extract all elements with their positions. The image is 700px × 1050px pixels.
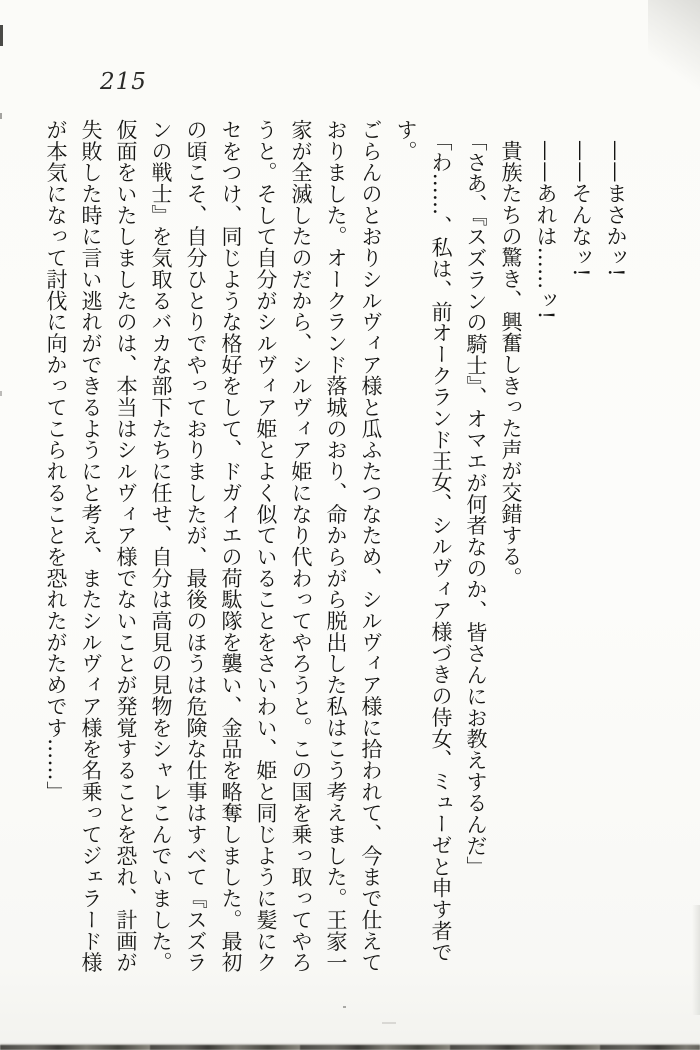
page-number: 215 [100, 69, 147, 95]
text-line: ンの戦士』を気取るバカな部下たちに任せ、自分は高見の見物をシャレこんでいました。 [149, 119, 173, 973]
scan-speck [0, 113, 2, 119]
scan-speck [382, 1022, 396, 1024]
text-line: ——あれは……ッ! [534, 140, 558, 320]
text-line: ——まさかッ! [604, 140, 628, 278]
scan-bottom-edge [0, 1045, 700, 1050]
text-line: が本気になって討伐に向かってこられることを恐れたがためです……」 [44, 119, 68, 803]
text-line: 失敗した時に言い逃れができるようにと考え、またシルヴィア様を名乗ってジェラード様 [79, 119, 103, 973]
scan-speck [0, 391, 2, 396]
vertical-text-block [38, 119, 633, 1003]
text-line: ——そんなッ! [569, 140, 593, 278]
text-line: 貴族たちの驚き、興奮しきった声が交錯する。 [499, 140, 523, 589]
text-line: うと。そして自分がシルヴィア姫とよく似ていることをさいわい、姫と同じように髪にク [254, 119, 278, 973]
text-line: 「さあ、『スズランの騎士』、オマエが何者なのか、皆さんにお教えするんだ」 [464, 129, 488, 878]
text-line: 仮面をいたしましたのは、本当はシルヴィア様でないことが発覚することを恐れ、計画が [114, 119, 138, 973]
text-line: 「わ……、私は、前オークランド王女、シルヴィア様づきの侍女、ミューゼと申す者です。 [394, 119, 453, 963]
text-line: セをつけ、同じような格好をして、ドガイエの荷駄隊を襲い、金品を略奪しました。最初 [219, 119, 243, 973]
scan-corner-smudge [648, 0, 700, 96]
scan-speck [343, 1006, 346, 1008]
text-line: おりました。オークランド落城のおり、命からがら脱出した私はこう考えました。王家一 [324, 119, 348, 973]
scan-speck [0, 25, 3, 46]
scan-edge-smudge [692, 905, 700, 1015]
text-line: 家が全滅したのだから、シルヴィア姫になり代わってやろうと。この国を乗っ取ってやろ [289, 119, 313, 973]
text-line: の頃こそ、自分ひとりでやっておりましたが、最後のほうは危険な仕事はすべて『スズラ [184, 119, 208, 973]
text-line: ごらんのとおりシルヴィア様と瓜ふたつなため、シルヴィア様に拾われて、今まで仕えて [359, 119, 383, 973]
